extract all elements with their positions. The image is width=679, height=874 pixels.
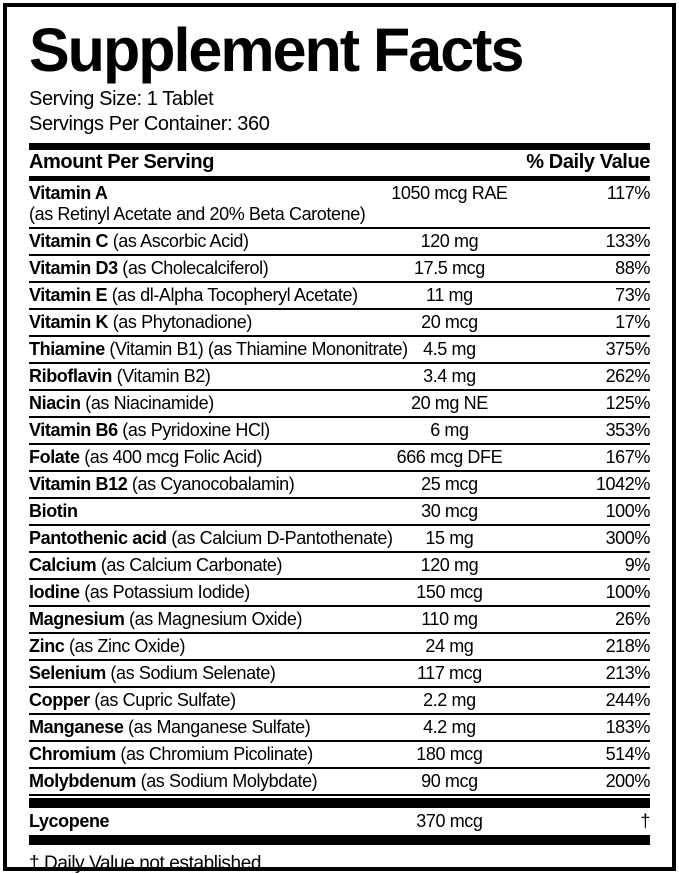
nutrient-daily-value: 125%: [605, 393, 650, 413]
other-ingredient-rows: [29, 808, 650, 835]
nutrient-name: Magnesium (as Magnesium Oxide): [29, 609, 303, 629]
table-row: [29, 256, 650, 283]
nutrient-amount: 24 mg: [425, 636, 474, 656]
table-row-line: [29, 393, 650, 414]
table-row: [29, 742, 650, 769]
nutrient-name: Vitamin C (as Ascorbic Acid): [29, 231, 249, 251]
nutrient-daily-value: 167%: [605, 447, 650, 467]
nutrient-name: Vitamin B12 (as Cyanocobalamin): [29, 474, 295, 494]
nutrient-daily-value: 26%: [615, 609, 650, 629]
nutrient-daily-value: 100%: [605, 501, 650, 521]
table-row-line: [29, 690, 650, 711]
table-row: [29, 553, 650, 580]
nutrient-name: Selenium (as Sodium Selenate): [29, 663, 276, 683]
nutrient-name: Vitamin D3 (as Cholecalciferol): [29, 258, 269, 278]
nutrient-daily-value: 375%: [605, 339, 650, 359]
nutrient-daily-value: 1042%: [595, 474, 650, 494]
nutrient-amount: 117 mcg: [416, 663, 482, 683]
nutrient-name: Calcium (as Calcium Carbonate): [29, 555, 283, 575]
table-row: [29, 808, 650, 835]
table-row: [29, 688, 650, 715]
table-row: [29, 526, 650, 553]
footnote: † Daily Value not established: [29, 853, 262, 874]
table-row: [29, 181, 650, 229]
nutrient-amount: 2.2 mg: [423, 690, 476, 710]
divider-heavy-below-other: [29, 835, 650, 845]
divider-thick-top: [29, 143, 650, 150]
nutrient-amount: 25 mcg: [421, 474, 478, 494]
nutrient-amount: 4.2 mg: [423, 717, 476, 737]
nutrient-amount: 6 mg: [430, 420, 469, 440]
nutrient-name: Vitamin B6 (as Pyridoxine HCl): [29, 420, 270, 440]
nutrient-daily-value: †: [640, 811, 650, 831]
nutrient-name: Pantothenic acid (as Calcium D-Pantothenate): [29, 528, 393, 548]
table-row: [29, 472, 650, 499]
nutrient-daily-value: 117%: [606, 183, 650, 203]
table-row-line: [29, 717, 650, 738]
nutrient-amount: 1050 mcg RAE: [391, 183, 508, 203]
table-row: [29, 337, 650, 364]
nutrient-daily-value: 17%: [615, 312, 650, 332]
nutrient-amount: 120 mg: [420, 555, 479, 575]
nutrient-amount: 110 mg: [421, 609, 478, 629]
table-row-line: [29, 663, 650, 684]
nutrient-amount: 15 mg: [425, 528, 474, 548]
table-row-line: [29, 771, 650, 792]
table-row: [29, 715, 650, 742]
nutrient-daily-value: 514%: [605, 744, 650, 764]
nutrient-amount: 150 mcg: [416, 582, 483, 602]
divider-heavy-above-other: [29, 798, 650, 808]
table-row-line: [29, 609, 650, 630]
table-row-line: [29, 501, 650, 522]
table-row-line: [29, 447, 650, 468]
nutrient-daily-value: 73%: [615, 285, 650, 305]
nutrient-daily-value: 353%: [605, 420, 650, 440]
nutrient-daily-value: 183%: [605, 717, 650, 737]
nutrient-daily-value: 200%: [605, 771, 650, 791]
nutrient-amount: 20 mcg: [421, 312, 478, 332]
nutrient-source-subline: (as Retinyl Acetate and 20% Beta Carotene): [29, 204, 366, 224]
table-row: [29, 418, 650, 445]
nutrient-amount: 90 mcg: [421, 771, 478, 791]
header-percent-daily-value: % Daily Value: [526, 151, 650, 173]
nutrient-amount: 20 mg NE: [410, 393, 488, 413]
table-row-line: [29, 231, 650, 252]
nutrient-amount: 17.5 mcg: [413, 258, 485, 278]
table-row: [29, 661, 650, 688]
table-row-line: [29, 285, 650, 306]
nutrient-name: Iodine (as Potassium Iodide): [29, 582, 250, 602]
table-row-line: [29, 582, 650, 603]
table-row: [29, 310, 650, 337]
nutrient-amount: 4.5 mg: [423, 339, 476, 359]
table-row: [29, 364, 650, 391]
nutrient-amount: 666 mcg DFE: [396, 447, 503, 467]
table-row: [29, 391, 650, 418]
supplement-facts-label: [3, 3, 676, 874]
table-row-line: [29, 555, 650, 576]
nutrient-daily-value: 262%: [605, 366, 650, 386]
nutrient-rows: [29, 181, 650, 796]
nutrient-daily-value: 218%: [605, 636, 650, 656]
nutrient-name: Thiamine (Vitamin B1) (as Thiamine Mononitrate): [29, 339, 408, 359]
nutrient-name: Folate (as 400 mcg Folic Acid): [29, 447, 263, 467]
table-row-line: [29, 183, 650, 204]
table-row: [29, 769, 650, 796]
table-header-row: [29, 150, 650, 176]
nutrient-daily-value: 100%: [605, 582, 650, 602]
table-row-line: [29, 474, 650, 495]
nutrient-name: Biotin: [29, 501, 78, 521]
table-row: [29, 445, 650, 472]
table-row-line: [29, 258, 650, 279]
header-amount-per-serving: Amount Per Serving: [29, 151, 215, 173]
table-row-line: [29, 636, 650, 657]
nutrient-name: Vitamin A: [29, 183, 108, 203]
nutrient-daily-value: 244%: [605, 690, 650, 710]
table-row-line: [29, 339, 650, 360]
table-row-line: [29, 312, 650, 333]
table-row: [29, 634, 650, 661]
table-row: [29, 229, 650, 256]
table-row-line: [29, 811, 650, 832]
nutrient-name: Lycopene: [29, 811, 110, 831]
nutrient-name: Niacin (as Niacinamide): [29, 393, 214, 413]
label-title: Supplement Facts: [29, 16, 523, 84]
nutrient-name: Zinc (as Zinc Oxide): [29, 636, 186, 656]
nutrient-name: Copper (as Cupric Sulfate): [29, 690, 236, 710]
table-row: [29, 607, 650, 634]
nutrient-daily-value: 300%: [605, 528, 650, 548]
nutrient-daily-value: 213%: [605, 663, 650, 683]
table-row-line: [29, 744, 650, 765]
nutrient-name: Molybdenum (as Sodium Molybdate): [29, 771, 318, 791]
servings-per-container-line: Servings Per Container: 360: [29, 113, 270, 135]
nutrient-amount: 120 mg: [420, 231, 479, 251]
table-row: [29, 499, 650, 526]
nutrient-daily-value: 88%: [615, 258, 650, 278]
table-row: [29, 580, 650, 607]
nutrient-name: Manganese (as Manganese Sulfate): [29, 717, 311, 737]
nutrient-amount: 180 mcg: [416, 744, 483, 764]
nutrient-name: Chromium (as Chromium Picolinate): [29, 744, 313, 764]
nutrient-daily-value: 133%: [605, 231, 650, 251]
nutrient-name: Vitamin K (as Phytonadione): [29, 312, 252, 332]
nutrient-name: Riboflavin (Vitamin B2): [29, 366, 211, 386]
nutrient-amount: 3.4 mg: [423, 366, 476, 386]
nutrient-amount: 11 mg: [426, 285, 473, 305]
nutrient-name: Vitamin E (as dl-Alpha Tocopheryl Acetate): [29, 285, 358, 305]
nutrient-amount: 30 mcg: [421, 501, 478, 521]
nutrient-daily-value: 9%: [624, 555, 650, 575]
table-row-line: [29, 528, 650, 549]
serving-size-line: Serving Size: 1 Tablet: [29, 88, 214, 110]
table-row-line: [29, 420, 650, 441]
nutrient-amount: 370 mcg: [416, 811, 483, 831]
table-row: [29, 283, 650, 310]
table-row-line: [29, 366, 650, 387]
